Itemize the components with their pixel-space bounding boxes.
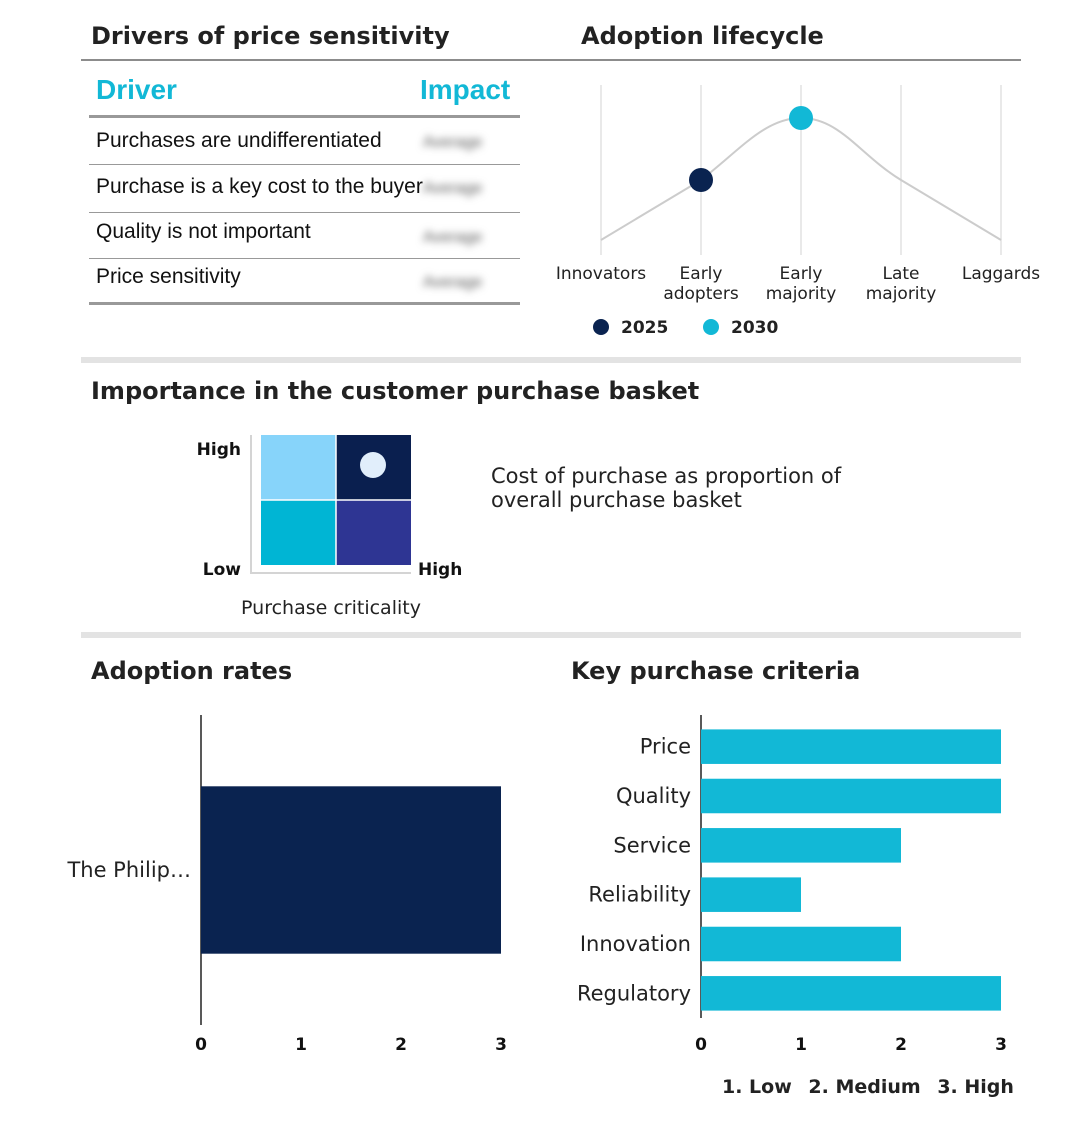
x-tick-label: 1 (795, 1035, 807, 1055)
bar (701, 779, 1001, 814)
legend-2030-swatch (703, 319, 719, 335)
scale-low-label: 1. Low (722, 1076, 792, 1098)
category-label: Service (613, 833, 691, 858)
driver-column-header: Driver (96, 74, 177, 105)
scale-high-label: 3. High (937, 1076, 1014, 1098)
category-label: Innovation (579, 932, 691, 956)
top-divider (81, 59, 1021, 61)
y-low-label: Low (202, 560, 241, 580)
table-row-label: Purchase is a key cost to the buyer (96, 175, 423, 198)
table-header-rule (89, 115, 520, 118)
x-tick-label: 2 (395, 1035, 407, 1055)
table-row-impact: Average (423, 134, 483, 151)
lifecycle-legend (593, 318, 778, 338)
legend-2030-label: 2030 (731, 318, 779, 338)
selected-position-marker (360, 452, 386, 478)
kpc-title: Key purchase criteria (571, 657, 861, 685)
bar (701, 877, 801, 912)
table-row-label: Quality is not important (96, 220, 311, 243)
table-row-label: Purchases are undifferentiated (96, 129, 382, 152)
table-bottom-rule (89, 302, 520, 305)
x-tick-label: 2 (895, 1035, 907, 1055)
section-divider (81, 632, 1021, 638)
stage-label: Early majority (765, 264, 837, 304)
bar (701, 729, 1001, 764)
category-label: Price (639, 734, 691, 759)
stage-label: Late majority (865, 264, 937, 304)
kpc-scale-legend (722, 1076, 1014, 1098)
table-row-divider (89, 164, 520, 165)
scale-medium-label: 2. Medium (808, 1076, 921, 1098)
bar (701, 976, 1001, 1011)
table-row-label: Price sensitivity (96, 265, 241, 288)
table-row-divider (89, 258, 520, 259)
matrix-cell-high-criticality-low-cost (336, 500, 411, 565)
legend-2025-swatch (593, 319, 609, 335)
basket-title: Importance in the customer purchase basket (91, 377, 700, 405)
x-tick-label: 1 (295, 1035, 307, 1055)
category-label: Reliability (588, 882, 691, 907)
category-label: Regulatory (576, 981, 691, 1006)
x-tick-label: 0 (695, 1035, 707, 1055)
y-high-label: High (196, 440, 241, 460)
matrix-cell-low-criticality-high-cost (261, 435, 336, 500)
table-row-impact: Average (423, 274, 483, 291)
table-row-divider (89, 212, 520, 213)
adoption-rates-chart (0, 700, 540, 1070)
bar (201, 786, 501, 953)
basket-description: Cost of purchase as proportion of overall purchase basket (491, 464, 842, 512)
table-row-impact: Average (423, 229, 483, 246)
lifecycle-title: Adoption lifecycle (581, 22, 824, 50)
x-axis-label: Purchase criticality (241, 597, 421, 619)
category-label: Quality (615, 784, 691, 808)
impact-column-header: Impact (420, 74, 511, 105)
section-divider (81, 357, 1021, 363)
key-purchase-criteria-chart (540, 700, 1076, 1070)
basket-matrix (180, 420, 480, 630)
legend-2025-label: 2025 (621, 318, 669, 338)
x-tick-label: 3 (995, 1035, 1007, 1055)
x-high-label: High (418, 560, 463, 580)
x-tick-label: 3 (495, 1035, 507, 1055)
drivers-title: Drivers of price sensitivity (91, 22, 450, 50)
x-tick-label: 0 (195, 1035, 207, 1055)
table-row-impact: Average (423, 180, 483, 197)
category-label: The Philip… (67, 858, 191, 882)
matrix-cell-low-criticality-low-cost (261, 500, 336, 565)
stage-label: Laggards (961, 264, 1041, 284)
stage-label: Early adopters (663, 264, 739, 304)
adoption-rates-title: Adoption rates (91, 657, 293, 685)
stage-label: Innovators (555, 264, 647, 284)
bar (701, 927, 901, 962)
marker-2030 (789, 106, 813, 130)
adoption-lifecycle-chart (540, 70, 1070, 350)
bar (701, 828, 901, 863)
marker-2025 (689, 168, 713, 192)
